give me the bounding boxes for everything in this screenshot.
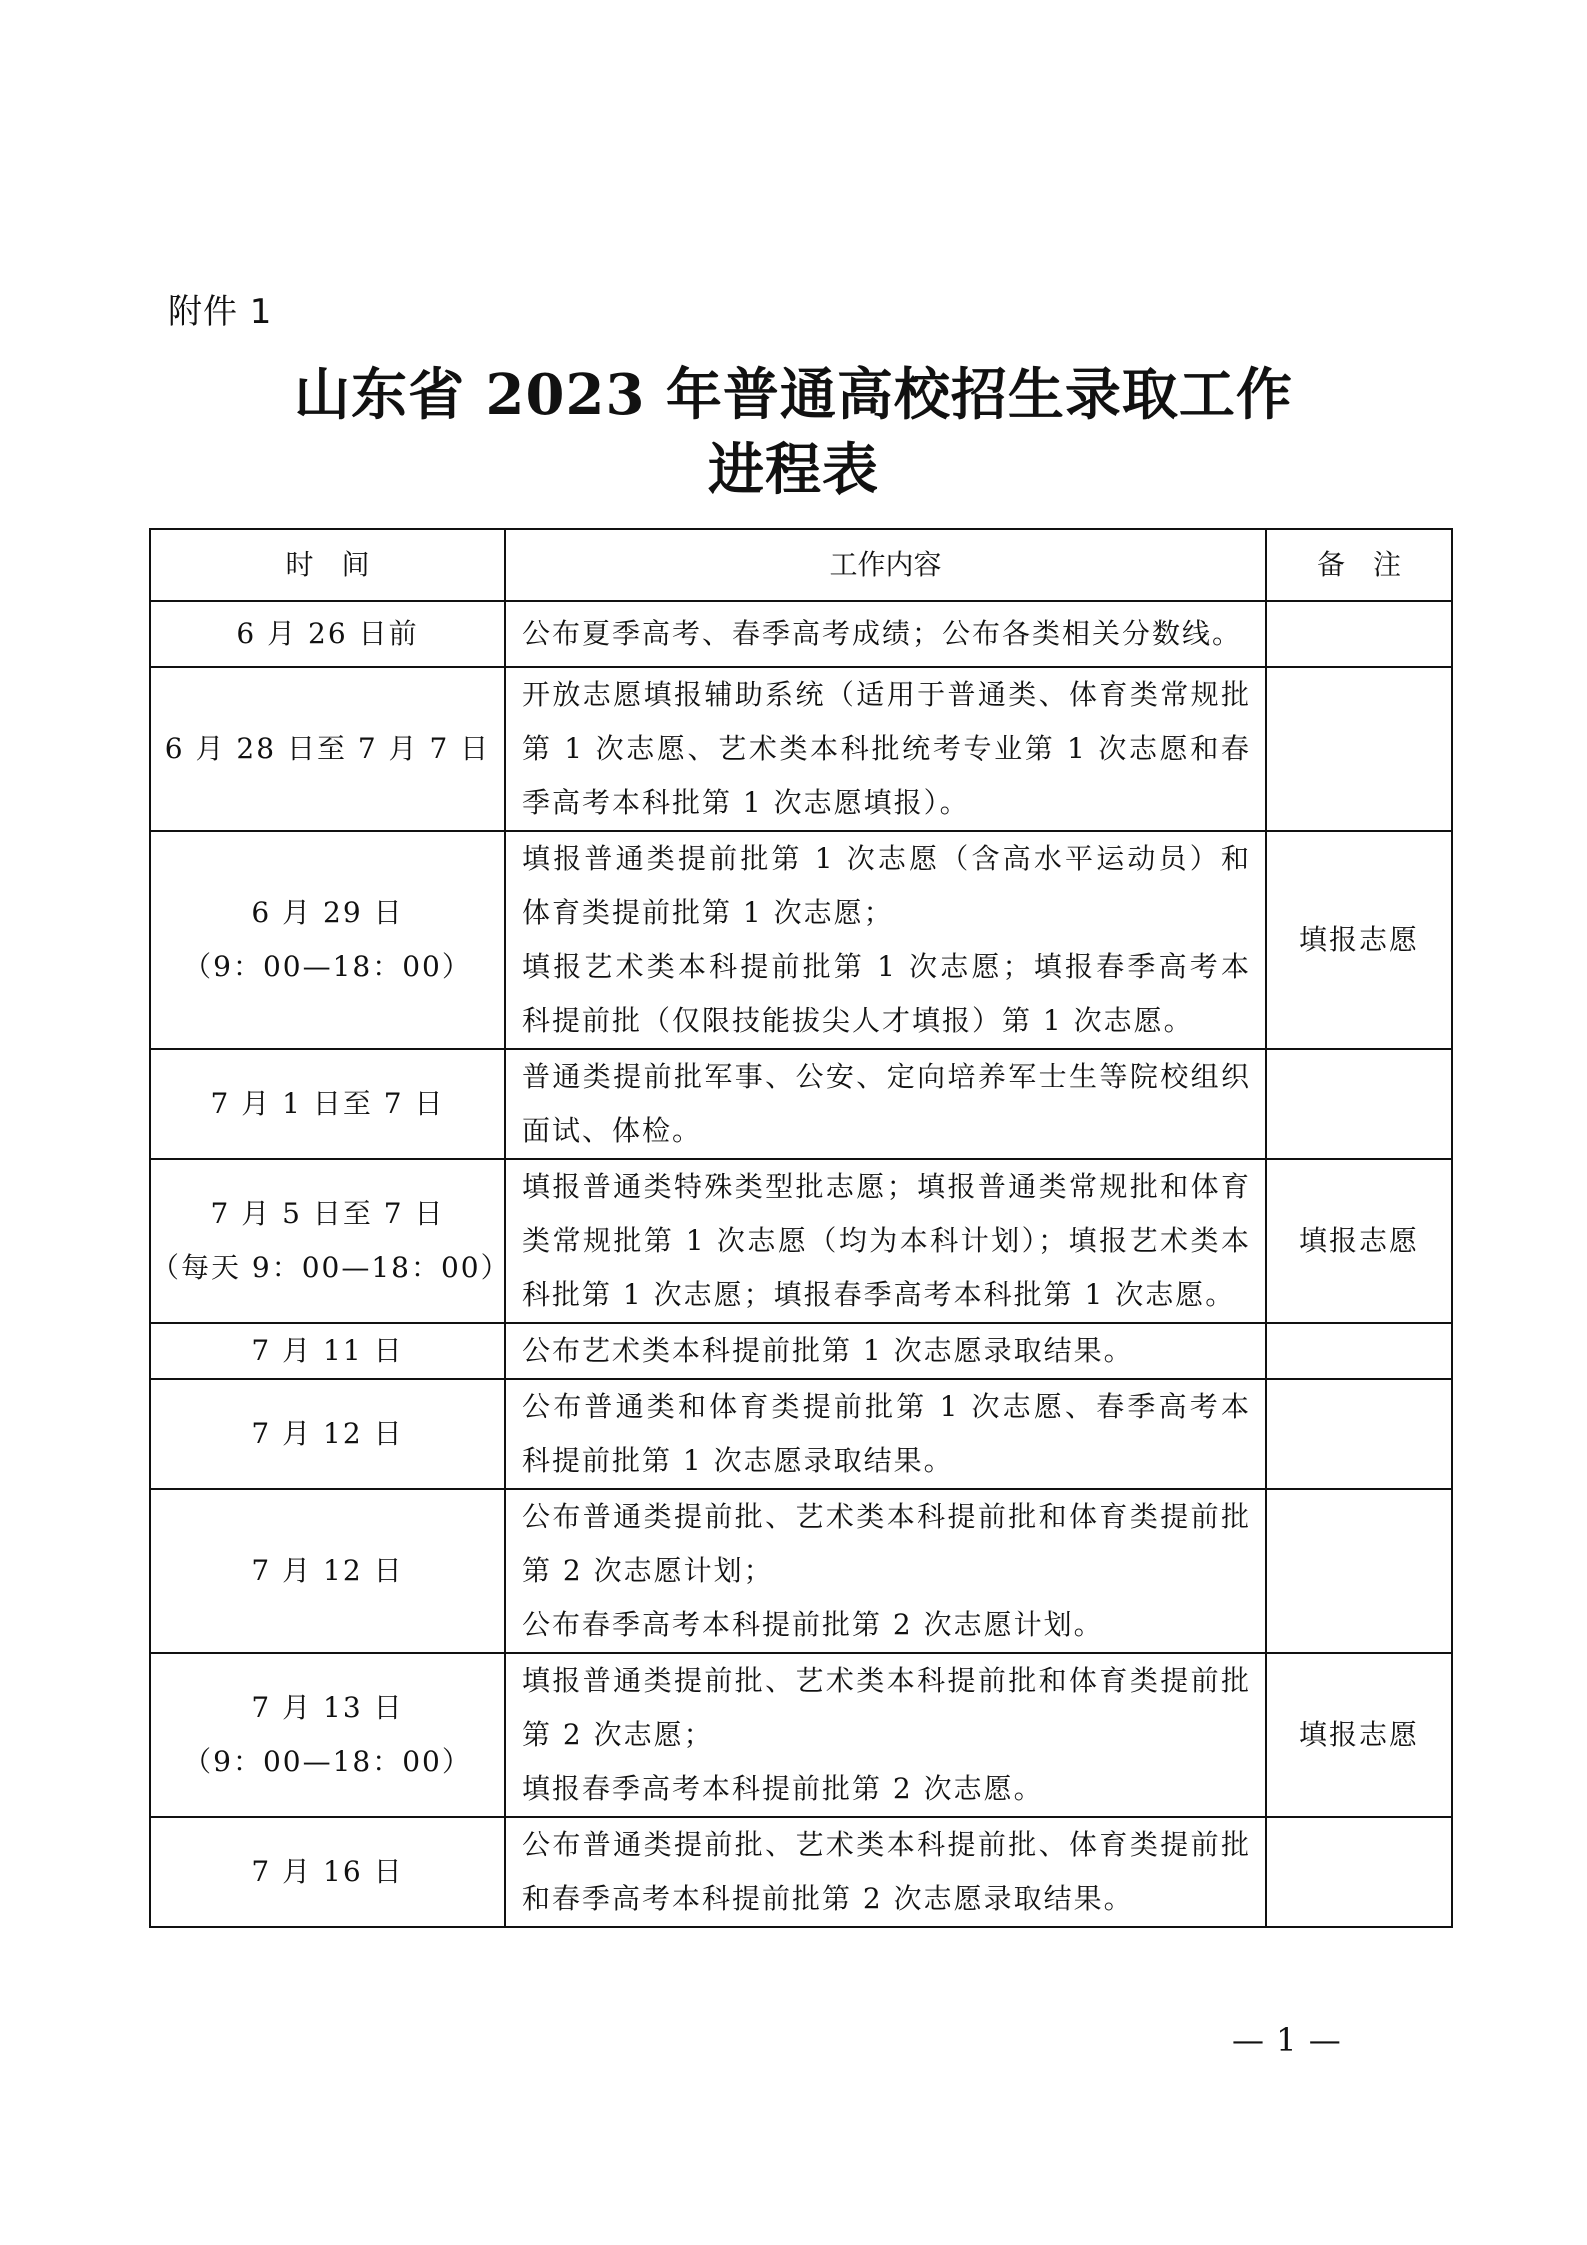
content-text: 开放志愿填报辅助系统（适用于普通类、体育类常规批第 1 次志愿、艺术类本科批统考专业第 1 次志愿和春季高考本科批第 1 次志愿填报）。 <box>522 678 1251 819</box>
content-text: 填报普通类特殊类型批志愿；填报普通类常规批和体育类常规批第 1 次志愿（均为本科计划）；填报艺术类本科批第 1 次志愿；填报春季高考本科批第 1 次志愿。 <box>522 1170 1251 1311</box>
cell-time <box>150 1049 505 1159</box>
cell-content <box>505 1653 1266 1817</box>
time-text: （每天 9：00—18：00） <box>151 1251 511 1284</box>
table-row <box>150 831 1452 1049</box>
table-row <box>150 1653 1452 1817</box>
time-text: 7 月 1 日至 7 日 <box>210 1087 445 1120</box>
content-text: 填报春季高考本科提前批第 2 次志愿。 <box>522 1772 1044 1805</box>
cell-note <box>1266 1489 1452 1653</box>
cell-time <box>150 1379 505 1489</box>
time-text: 6 月 29 日 <box>251 896 404 929</box>
time-text: 7 月 11 日 <box>251 1334 404 1367</box>
time-text: （9：00—18：00） <box>183 1745 472 1778</box>
table-row <box>150 1323 1452 1379</box>
table-row <box>150 667 1452 831</box>
attachment-label: 附件 1 <box>168 292 273 332</box>
header-time: 时 间 <box>150 529 505 601</box>
cell-time <box>150 601 505 667</box>
time-text: 7 月 12 日 <box>251 1554 404 1587</box>
cell-note <box>1266 1323 1452 1379</box>
cell-note <box>1266 1379 1452 1489</box>
time-text: 7 月 13 日 <box>251 1691 404 1724</box>
cell-content <box>505 1049 1266 1159</box>
cell-note <box>1266 1049 1452 1159</box>
time-text: （9：00—18：00） <box>183 950 472 983</box>
cell-time <box>150 1653 505 1817</box>
time-text: 7 月 16 日 <box>251 1855 404 1888</box>
time-text: 6 月 26 日前 <box>236 617 419 650</box>
cell-note: 填报志愿 <box>1266 1653 1452 1817</box>
page-number: — 1 — <box>1232 2021 1342 2059</box>
cell-content <box>505 601 1266 667</box>
header-content: 工作内容 <box>505 529 1266 601</box>
content-text: 公布夏季高考、春季高考成绩；公布各类相关分数线。 <box>522 617 1243 650</box>
cell-time <box>150 667 505 831</box>
table-row <box>150 1817 1452 1927</box>
cell-content <box>505 1159 1266 1323</box>
document-title-line-2: 进程表 <box>708 437 879 503</box>
table-row <box>150 1489 1452 1653</box>
table-row <box>150 1049 1452 1159</box>
document-title-line-1: 山东省 2023 年普通高校招生录取工作 <box>294 362 1293 428</box>
table-row <box>150 601 1452 667</box>
content-text: 公布春季高考本科提前批第 2 次志愿计划。 <box>522 1608 1104 1641</box>
content-text: 填报普通类提前批、艺术类本科提前批和体育类提前批第 2 次志愿； <box>522 1664 1251 1751</box>
cell-content <box>505 667 1266 831</box>
content-text: 公布普通类提前批、艺术类本科提前批和体育类提前批第 2 次志愿计划； <box>522 1500 1251 1587</box>
cell-note <box>1266 601 1452 667</box>
header-note: 备 注 <box>1266 529 1452 601</box>
cell-content <box>505 1489 1266 1653</box>
table-header-row <box>150 529 1452 601</box>
table-row <box>150 1159 1452 1323</box>
cell-note <box>1266 667 1452 831</box>
time-text: 6 月 28 日至 7 月 7 日 <box>164 732 491 765</box>
cell-content <box>505 831 1266 1049</box>
content-text: 普通类提前批军事、公安、定向培养军士生等院校组织面试、体检。 <box>522 1060 1251 1147</box>
cell-time <box>150 1817 505 1927</box>
admission-schedule-table <box>149 528 1453 1928</box>
cell-time <box>150 1159 511 1323</box>
cell-note: 填报志愿 <box>1266 831 1452 1049</box>
table-row <box>150 1379 1452 1489</box>
cell-content <box>505 1323 1266 1379</box>
content-text: 公布普通类和体育类提前批第 1 次志愿、春季高考本科提前批第 1 次志愿录取结果。 <box>522 1390 1251 1477</box>
cell-time <box>150 831 505 1049</box>
content-text: 公布艺术类本科提前批第 1 次志愿录取结果。 <box>522 1334 1134 1367</box>
cell-content <box>505 1817 1266 1927</box>
table-body <box>150 601 1452 1927</box>
cell-time <box>150 1489 505 1653</box>
cell-note <box>1266 1817 1452 1927</box>
time-text: 7 月 5 日至 7 日 <box>210 1197 445 1230</box>
time-text: 7 月 12 日 <box>251 1417 404 1450</box>
cell-time <box>150 1323 505 1379</box>
content-text: 填报普通类提前批第 1 次志愿（含高水平运动员）和体育类提前批第 1 次志愿； <box>522 842 1251 929</box>
content-text: 公布普通类提前批、艺术类本科提前批、体育类提前批和春季高考本科提前批第 2 次志愿录取结果。 <box>522 1828 1251 1915</box>
cell-note: 填报志愿 <box>1266 1159 1452 1323</box>
cell-content <box>505 1379 1266 1489</box>
content-text: 填报艺术类本科提前批第 1 次志愿；填报春季高考本科提前批（仅限技能拔尖人才填报）第 1 次志愿。 <box>522 950 1251 1037</box>
